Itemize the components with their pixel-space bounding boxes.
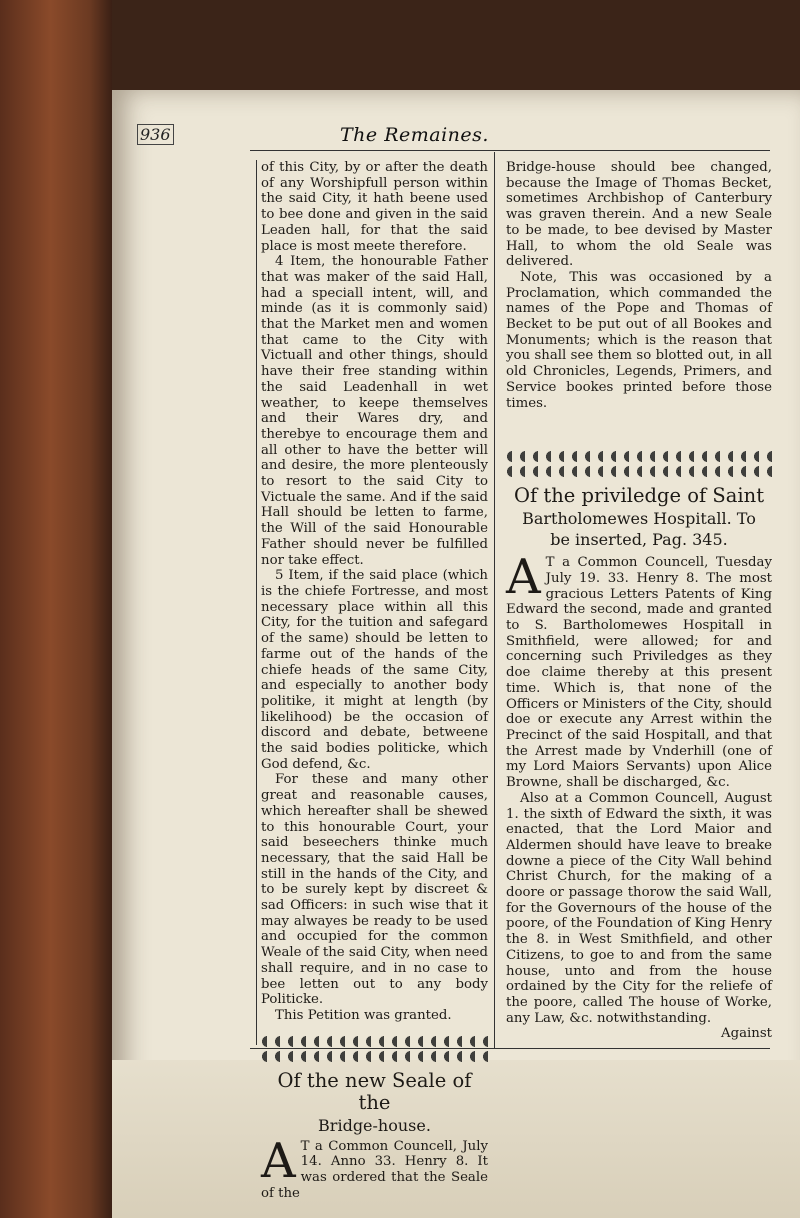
drop-cap-letter: A: [261, 1132, 296, 1189]
left-paragraph-4: For these and many other great and reasonable causes, which hereafter shall be shewed to this honourable Court, your said beseechers thinke much necessary, that the said Hall be still in the hands of the City, and to be surely kept by discreet & sad Officers: in such wise that it may alwayes be ready to be used and occupied for the common Weale of the said City, when need shall require, and in no case to bee letten out to any body Politicke.: [261, 772, 489, 1008]
right-paragraph-2: Note, This was occasioned by a Proclamation, which commanded the names of the Pope and Thomas of Becket to be put out of all Bookes and Monuments; which is the reason that you shall see them so blotted out, in all old Chronicles, Legends, Primers, and Service bookes printed before those times.: [506, 269, 772, 411]
left-paragraph-2: 4 Item, the honourable Father that was maker of the said Hall, had a speciall intent, will, and minde (as it is commonly said) that the Market men and women that came to the City with Victuall and other things, should have their free standing within the said Leadenhall in wet weather, to keepe themselves and their Wares dry, and therebye to encourage them and all other to have the better will and desire, the more plenteously to resort to the said City to Victuale the same. And if the said Hall should be letten to farme, the Will of the said Honourable Father should never be fulfilled nor take effect.: [261, 254, 488, 568]
decorative-ornament-band: [506, 449, 772, 479]
left-column: [256, 160, 489, 1201]
footer-rule: [250, 1048, 770, 1049]
left-paragraph-3: 5 Item, if the said place (which is the chiefe Fortresse, and most necessary place within all this City, for the tuition and safegard of the same) should be letten to farme out of the hands of the chiefe heads of the same City, and especially to another body politike, it might at length (by likelihood) be the occasion of discord and debate, betweene the said bodies politicke, which God defend, &c.: [261, 568, 488, 772]
right-final-paragraph: Also at a Common Councell, August 1. the sixth of Edward the sixth, it was enacted, that the Lord Maior and Aldermen should have leave to breake downe a piece of the City Wall behind Christ Church, for the making of a doore or passage thorow the said Wall, for the Governours of the house of the poore, of the Foundation of King Henry the 8. in West Smithfield, and other Citizens, to goe to and from the same house, unto and from the house ordained by the City for the reliefe of the poore, called The house of Worke, any Law, &c. notwithstanding.: [506, 790, 772, 1026]
left-final-paragraph: T a Common Councell, July 14. Anno 33. Henry 8. It was ordered that the Seale of the: [261, 1138, 488, 1201]
catchword: Against: [720, 1026, 772, 1042]
right-paragraph-1: Bridge-house should bee changed, because the Image of Thomas Becket, sometimes Archbishop of Canterbury was graven therein. And a new Seale to be made, to bee devised by Master Hall, to whom the old Seale was delivered.: [506, 160, 772, 270]
section-heading-priviledge-line2: Bartholomewes Hospitall. To: [522, 509, 756, 529]
running-head: The Remaines.: [340, 124, 489, 146]
section-heading-seale-line1: Of the new Seale of the: [277, 1068, 472, 1114]
left-paragraph-1: of this City, by or after the death of any Worshipfull person within the said City, it hath beene used to bee done and given in the said Leaden hall, for that the said place is most meete therefore.: [261, 160, 488, 254]
right-column: [506, 160, 772, 1045]
header-rule: [250, 150, 770, 151]
section-heading-seale-line2: Bridge-house.: [318, 1115, 431, 1135]
section-heading-priviledge-line3: be inserted, Pag. 345.: [550, 530, 728, 550]
right-paragraph-after-heading: T a Common Councell, Tuesday July 19. 33. Henry 8. The most gracious Letters Patents of King Edward the second, made and granted to S. Bartholomewes Hospitall in Smithfield, were allowed; for and concerning such Priviledges as they doe claime thereby at this present time. Which is, that none of the Officers or Ministers of the City, should doe or execute any Arrest within the Precinct of the said Hospitall, and that the Arrest made by Vnderhill (one of my Lord Maiors Servants) upon Alice Browne, shall be discharged, &c.: [506, 555, 772, 791]
page-number: 936: [137, 124, 174, 145]
section-heading-priviledge-line1: Of the priviledge of Saint: [513, 484, 765, 508]
column-divider: [494, 152, 495, 1048]
drop-cap-letter: A: [506, 549, 541, 606]
left-paragraph-5: This Petition was granted.: [275, 1007, 452, 1023]
book-spine: [0, 0, 112, 1218]
